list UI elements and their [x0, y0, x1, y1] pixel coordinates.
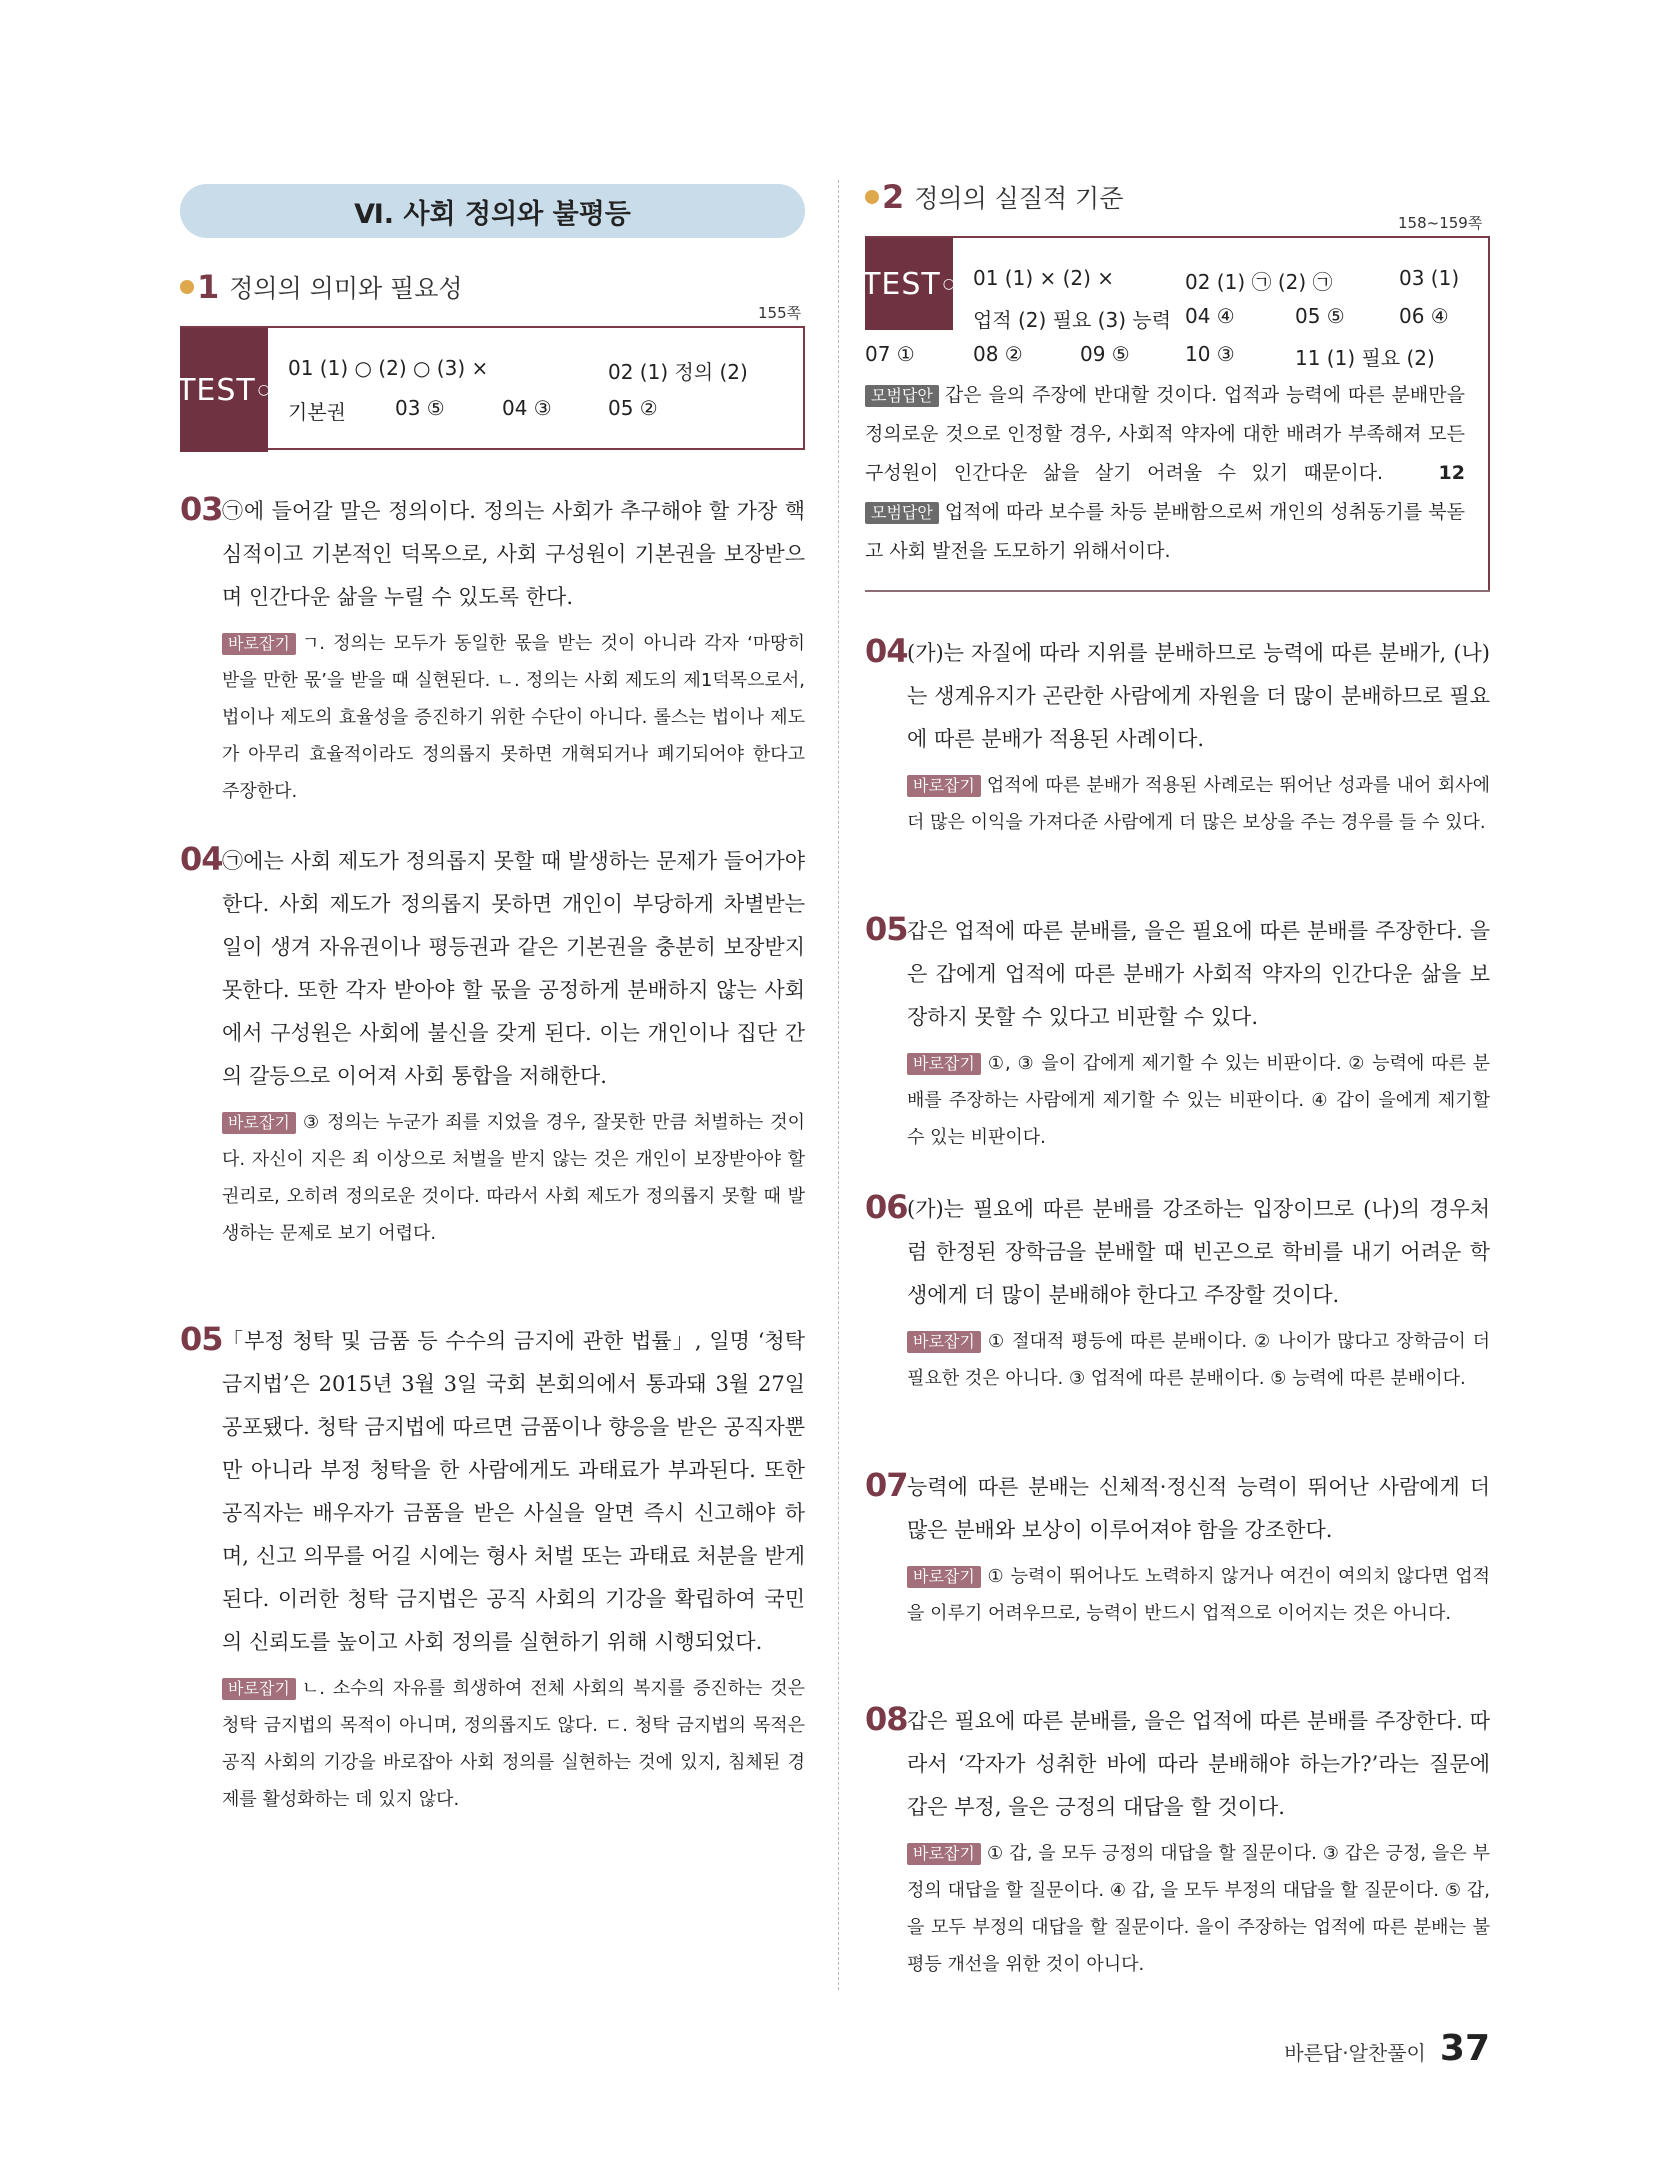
test1-answer: 04 ③: [502, 396, 552, 420]
fix-tag: 바로잡기: [907, 1053, 981, 1075]
test1-answer: 05 ②: [608, 396, 658, 420]
question-text: (가)는 필요에 따른 분배를 강조하는 입장이므로 (나)의 경우처럼 한정된 장학금을 분배할 때 빈곤으로 학비를 내기 어려운 학생에게 더 많이 분배해야 한다고 주장할 것이다.: [907, 1197, 1490, 1307]
explanation: [907, 1835, 1490, 1983]
question-item: [865, 1188, 1490, 1397]
test2-answer: 08 ②: [973, 342, 1023, 366]
question-text: 갑은 필요에 따른 분배를, 을은 업적에 따른 분배를 주장한다. 따라서 ‘각자가 성취한 바에 따라 분배해야 하는가?’라는 질문에 갑은 부정, 을은 긍정의 대답을 할 것이다.: [907, 1709, 1490, 1819]
test2-answer: 02 (1) ㉠ (2) ㉠: [1185, 270, 1333, 294]
page-footer: [1284, 2028, 1490, 2069]
fix-tag: 바로잡기: [907, 775, 981, 797]
question-12-number: 12: [1438, 462, 1465, 484]
section-1-title: 정의의 의미와 필요성: [229, 274, 463, 303]
question-number: 06: [865, 1188, 908, 1226]
test2-answer: 09 ⑤: [1080, 342, 1130, 366]
test-answer-box-1: [177, 326, 805, 450]
model-answer-tag: 모범답안: [865, 502, 939, 524]
explanation-text: ① 절대적 평등에 따른 분배이다. ② 나이가 많다고 장학금이 더 필요한 것은 아니다. ③ 업적에 따른 분배이다. ⑤ 능력에 따른 분배이다.: [907, 1331, 1490, 1389]
test2-answer: 업적 (2) 필요 (3) 능력: [973, 308, 1172, 332]
question-number: 05: [865, 910, 908, 948]
section-2-header: [865, 178, 1123, 216]
explanation-text: ㄴ. 소수의 자유를 희생하여 전체 사회의 복지를 증진하는 것은 청탁 금지법의 목적이 아니며, 정의롭지도 않다. ㄷ. 청탁 금지법의 목적은 공직 사회의 기강을 바로잡아 사회 정의를 실현하는 것에 있지, 침체된 경제를 활성화하는 데 있지 않다.: [222, 1678, 805, 1810]
explanation-text: ①, ③ 을이 갑에게 제기할 수 있는 비판이다. ② 능력에 따른 분배를 주장하는 사람에게 제기할 수 있는 비판이다. ④ 갑이 을에게 제기할 수 있는 비판이다.: [907, 1053, 1490, 1148]
section-1-number: 1: [180, 268, 219, 306]
explanation: [907, 767, 1490, 841]
fix-tag: 바로잡기: [222, 633, 296, 655]
explanation: [222, 625, 805, 810]
question-text: 「부정 청탁 및 금품 등 수수의 금지에 관한 법률」, 일명 ‘청탁 금지법’은 2015년 3월 3일 국회 본회의에서 통과돼 3월 27일 공포됐다. 청탁 금지법에 따르면 금품이나 향응을 받은 공직자뿐만 아니라 부정 청탁을 한 사람에게도 과태료가 부과된다. 또한 공직자는 배우자가 금품을 받은 사실을 알면 즉시 신고해야 하며, 신고 의무를 어길 시에는 형사 처벌 또는 과태료 처분을 받게 된다. 이러한 청탁 금지법은 공직 사회의 기강을 확립하여 국민의 신뢰도를 높이고 사회 정의를 실현하기 위해 시행되었다.: [222, 1329, 805, 1654]
model-answer-tag: 모범답안: [865, 385, 939, 407]
question-number: 08: [865, 1700, 908, 1738]
question-item: [865, 1466, 1490, 1632]
test-label: TEST ○: [865, 238, 953, 330]
question-text: ㉠에 들어갈 말은 정의이다. 정의는 사회가 추구해야 할 가장 핵심적이고 기본적인 덕목으로, 사회 구성원이 기본권을 보장받으며 인간다운 삶을 누릴 수 있도록 한다.: [222, 499, 805, 609]
section-1-page-ref: 155쪽: [758, 304, 802, 322]
question-number: 04: [865, 632, 908, 670]
test1-answer: 기본권: [288, 400, 346, 424]
explanation: [907, 1045, 1490, 1156]
model-answer-block: [865, 376, 1465, 571]
question-item: [865, 632, 1490, 841]
test2-answer: 01 (1) × (2) ×: [973, 266, 1115, 290]
test-answer-box-2: [862, 236, 1490, 590]
test1-answer: 01 (1) ○ (2) ○ (3) ×: [288, 356, 489, 380]
explanation: [222, 1670, 805, 1818]
page-number: 37: [1439, 2028, 1490, 2069]
test2-answer: 03 (1): [1399, 266, 1460, 290]
section-2-title: 정의의 실질적 기준: [914, 184, 1124, 213]
test2-answer: 05 ⑤: [1295, 304, 1345, 328]
column-divider: [838, 180, 839, 1990]
section-2-page-ref: 158~159쪽: [1398, 214, 1483, 232]
test1-answer: 03 ⑤: [395, 396, 445, 420]
fix-tag: 바로잡기: [222, 1678, 296, 1700]
bullet-dot-icon: [180, 280, 194, 294]
explanation-text: ③ 정의는 누군가 죄를 지었을 경우, 잘못한 만큼 처벌하는 것이다. 자신이 지은 죄 이상으로 처벌을 받지 않는 것은 개인이 보장받아야 할 권리로, 오히려 정의로운 것이다. 따라서 사회 제도가 정의롭지 못할 때 발생하는 문제로 보기 어렵다.: [222, 1112, 805, 1244]
section-1-header: [180, 268, 463, 306]
question-item: [180, 1320, 805, 1818]
question-item: [180, 490, 805, 810]
explanation-text: 업적에 따른 분배가 적용된 사례로는 뛰어난 성과를 내어 회사에 더 많은 이익을 가져다준 사람에게 더 많은 보상을 주는 경우를 들 수 있다.: [907, 775, 1490, 833]
question-number: 07: [865, 1466, 908, 1504]
fix-tag: 바로잡기: [222, 1112, 296, 1134]
fix-tag: 바로잡기: [907, 1566, 981, 1588]
question-number: 03: [180, 490, 223, 528]
explanation-text: ① 능력이 뛰어나도 노력하지 않거나 여건이 여의치 않다면 업적을 이루기 어려우므로, 능력이 반드시 업적으로 이어지는 것은 아니다.: [907, 1566, 1490, 1624]
chapter-title: Ⅵ. 사회 정의와 불평등: [180, 184, 805, 238]
model-answer-text: 갑은 을의 주장에 반대할 것이다. 업적과 능력에 따른 분배만을 정의로운 것으로 인정할 경우, 사회적 약자에 대한 배려가 부족해져 모든 구성원이 인간다운 삶을 살기 어려울 수 있기 때문이다.: [865, 384, 1465, 484]
test-box-bottom-rule: [865, 590, 1490, 592]
question-number: 05: [180, 1320, 223, 1358]
question-item: [865, 1700, 1490, 1983]
test2-answer: 04 ④: [1185, 304, 1235, 328]
question-text: 능력에 따른 분배는 신체적·정신적 능력이 뛰어난 사람에게 더 많은 분배와 보상이 이루어져야 함을 강조한다.: [907, 1475, 1490, 1542]
test2-answer: 10 ③: [1185, 342, 1235, 366]
explanation-text: ① 갑, 을 모두 긍정의 대답을 할 질문이다. ③ 갑은 긍정, 을은 부정의 대답을 할 질문이다. ④ 갑, 을 모두 부정의 대답을 할 질문이다. ⑤ 갑, 을 모두 부정의 대답을 할 질문이다. 을이 주장하는 업적에 따른 분배는 불평등 개선을 위한 것이 아니다.: [907, 1843, 1490, 1975]
bullet-dot-icon: [865, 190, 879, 204]
explanation: [222, 1104, 805, 1252]
explanation: [907, 1558, 1490, 1632]
footer-text: 바른답·알찬풀이: [1284, 2041, 1426, 2065]
model-answer-text: 업적에 따라 보수를 차등 분배함으로써 개인의 성취동기를 북돋고 사회 발전을 도모하기 위해서이다.: [865, 501, 1465, 562]
explanation-text: ㄱ. 정의는 모두가 동일한 몫을 받는 것이 아니라 각자 ‘마땅히 받을 만한 몫’을 받을 때 실현된다. ㄴ. 정의는 사회 제도의 제1덕목으로서, 법이나 제도의 효율성을 증진하기 위한 수단이 아니다. 롤스는 법이나 제도가 아무리 효율적이라도 정의롭지 못하면 개혁되거나 폐기되어야 한다고 주장한다.: [222, 633, 805, 802]
fix-tag: 바로잡기: [907, 1843, 981, 1865]
test2-answer: 07 ①: [865, 342, 915, 366]
question-item: [865, 910, 1490, 1156]
question-item: [180, 840, 805, 1252]
section-2-number: 2: [865, 178, 904, 216]
fix-tag: 바로잡기: [907, 1331, 981, 1353]
question-text: 갑은 업적에 따른 분배를, 을은 필요에 따른 분배를 주장한다. 을은 갑에게 업적에 따른 분배가 사회적 약자의 인간다운 삶을 보장하지 못할 수 있다고 비판할 수 있다.: [907, 919, 1490, 1029]
test1-answer: 02 (1) 정의 (2): [608, 360, 748, 384]
question-text: (가)는 자질에 따라 지위를 분배하므로 능력에 따른 분배가, (나)는 생계유지가 곤란한 사람에게 자원을 더 많이 분배하므로 필요에 따른 분배가 적용된 사례이다.: [907, 641, 1490, 751]
question-number: 04: [180, 840, 223, 878]
test2-answer: 06 ④: [1399, 304, 1449, 328]
explanation: [907, 1323, 1490, 1397]
test2-answer: 11 (1) 필요 (2): [1295, 346, 1435, 370]
question-text: ㉠에는 사회 제도가 정의롭지 못할 때 발생하는 문제가 들어가야 한다. 사회 제도가 정의롭지 못하면 개인이 부당하게 차별받는 일이 생겨 자유권이나 평등권과 같은 기본권을 충분히 보장받지 못한다. 또한 각자 받아야 할 몫을 공정하게 분배하지 않는 사회에서 구성원은 사회에 불신을 갖게 된다. 이는 개인이나 집단 간의 갈등으로 이어져 사회 통합을 저해한다.: [222, 849, 805, 1088]
test-label: TEST ○: [180, 328, 268, 452]
